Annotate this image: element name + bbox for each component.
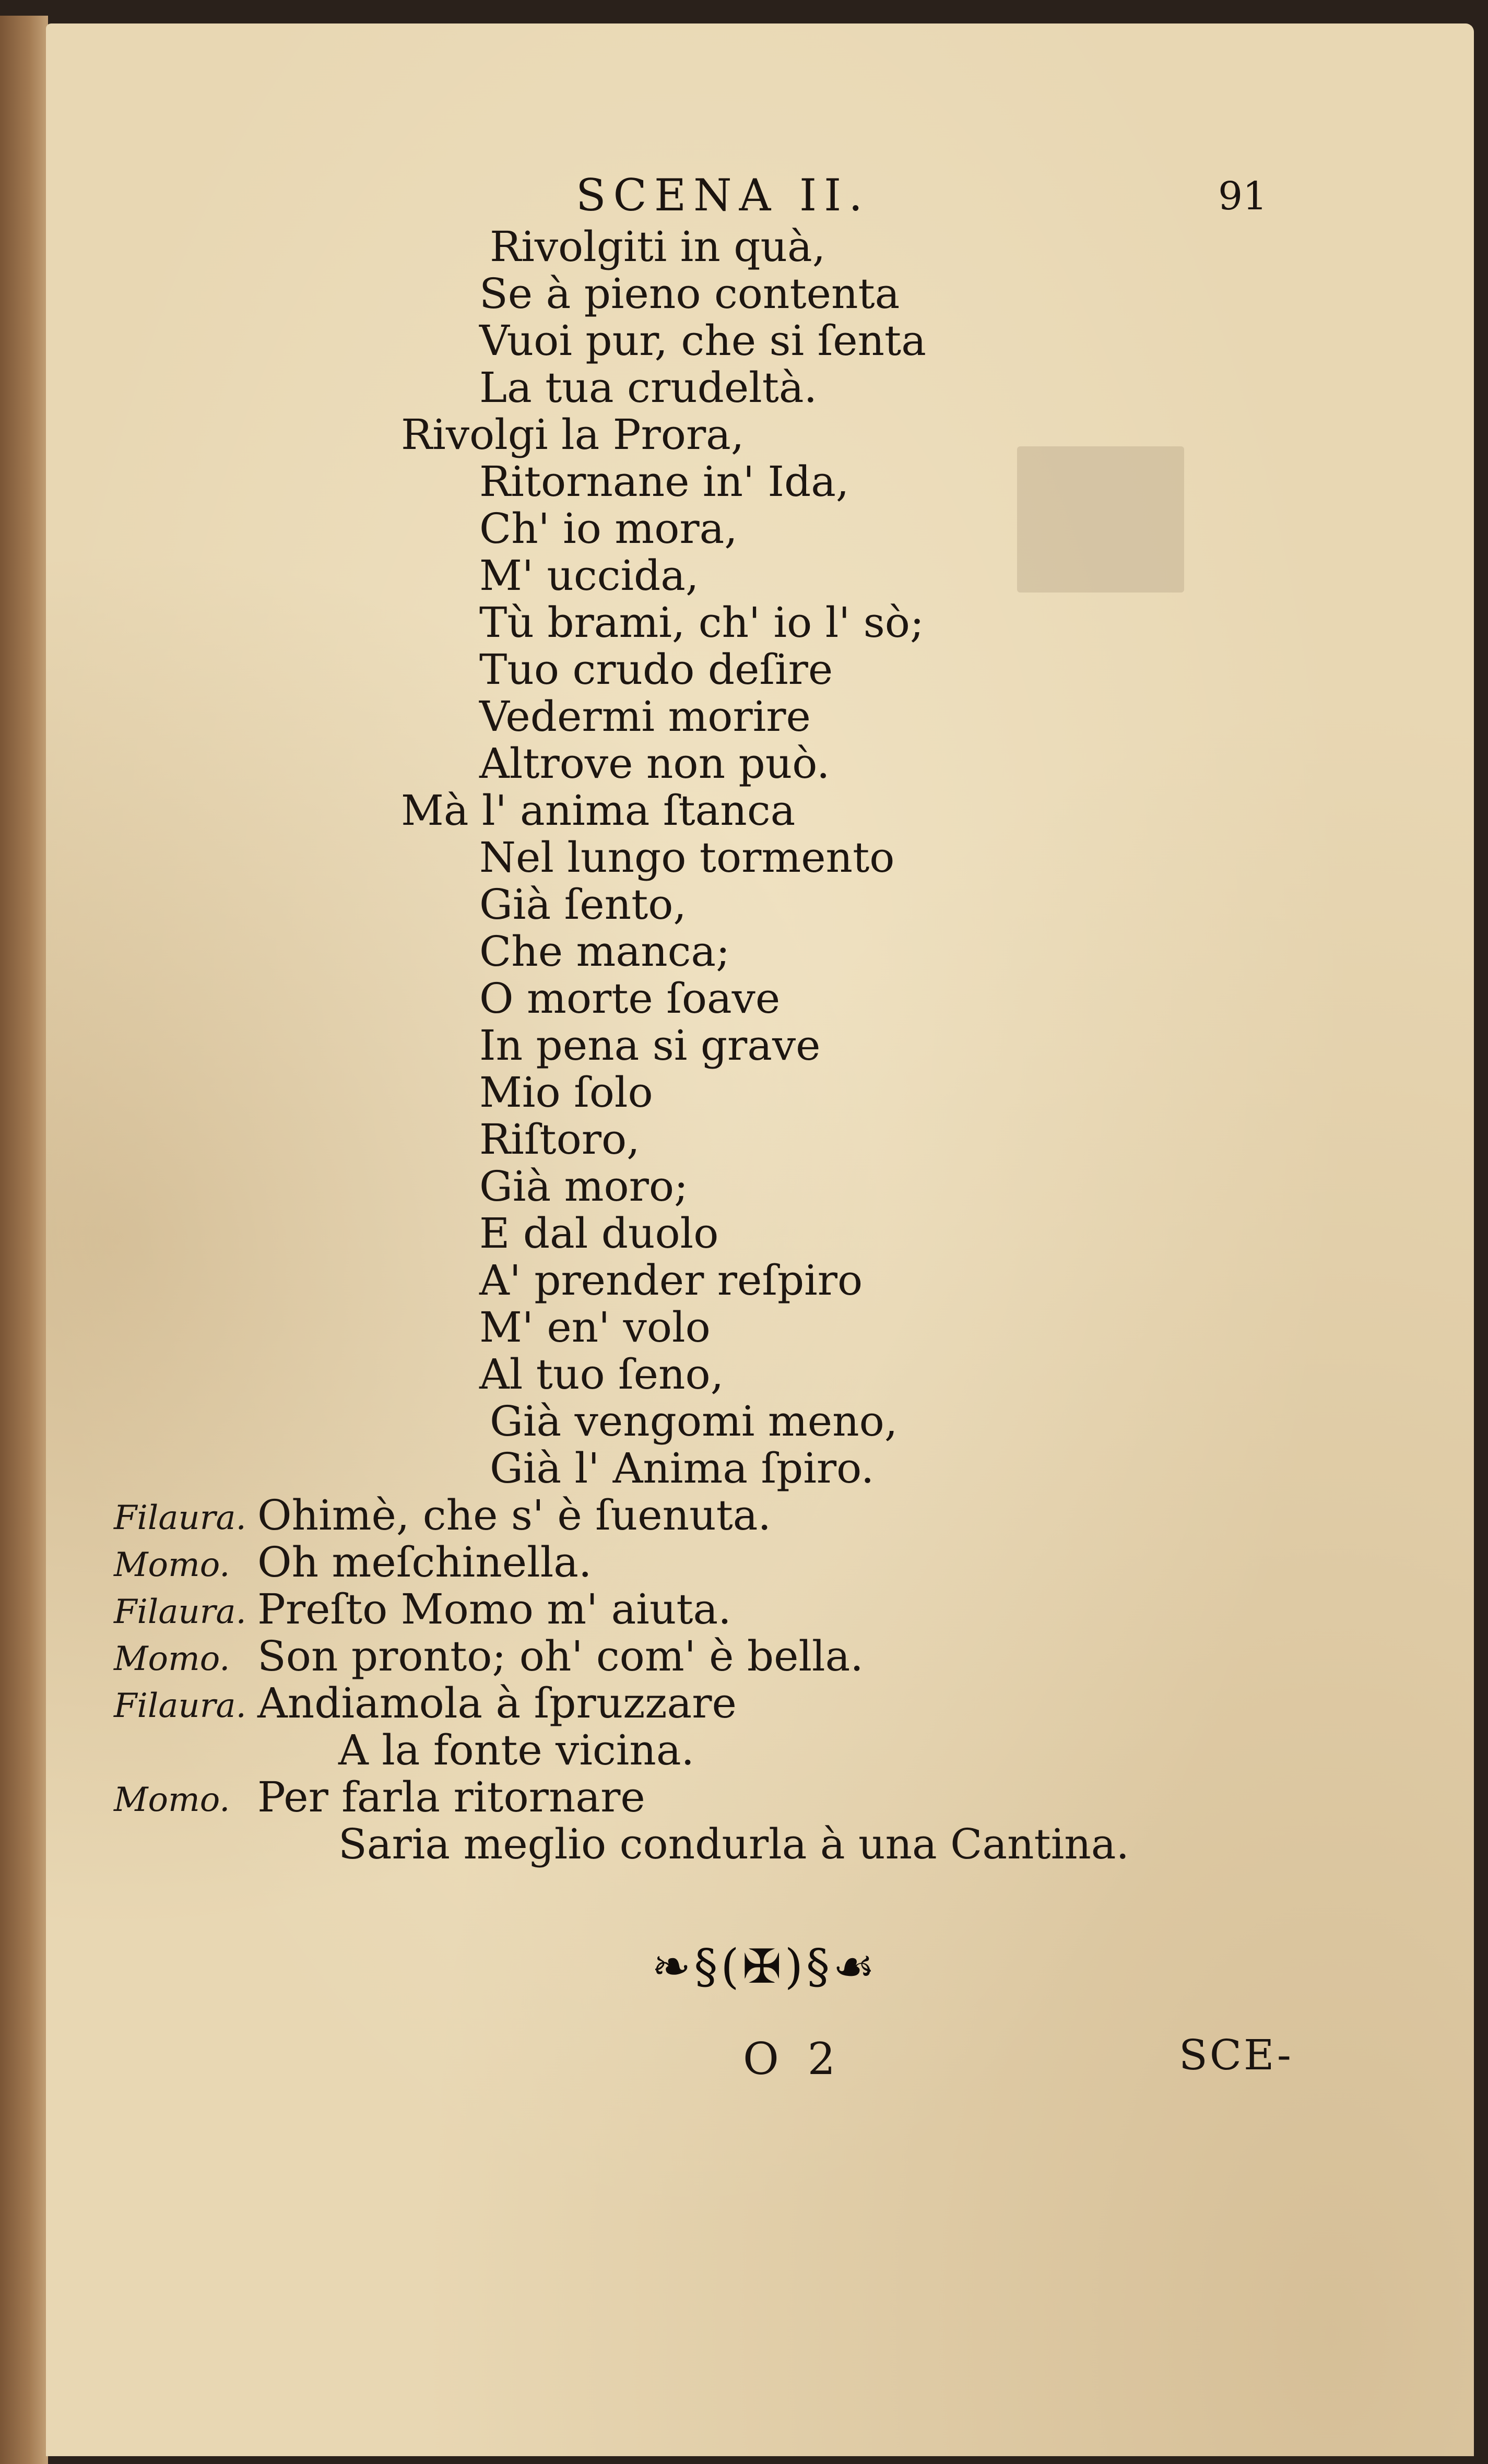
verse-line: Già l' Anima ſpiro. (490, 1444, 875, 1492)
verse-line: Mà l' anima ſtanca (401, 786, 796, 835)
verse-line: Altrove non può. (479, 739, 830, 788)
verse-line: Al tuo ſeno, (479, 1350, 724, 1399)
verse-line: M' uccida, (479, 551, 699, 600)
catchword: SCE- (1179, 2031, 1293, 2079)
signature-mark: O 2 (743, 2033, 843, 2084)
verse-line: Che manca; (479, 927, 730, 976)
verse-line: Nel lungo tormento (479, 833, 895, 882)
dialogue-line: Andiamola à ſpruzzare (257, 1679, 737, 1727)
verse-line: Mio ſolo (479, 1068, 653, 1117)
verse-line: Vedermi morire (479, 692, 811, 741)
dialogue-line: Ohimè, che s' è ſuenuta. (257, 1491, 771, 1539)
verse-line: A' prender reſpiro (479, 1256, 863, 1305)
speaker-name: Filaura. (114, 1687, 246, 1725)
fleuron-ornament-icon: ❧§(✠)§☙ (652, 1939, 878, 1994)
page-number: 91 (1218, 174, 1268, 219)
dialogue-line: Per farla ritornare (257, 1773, 645, 1821)
speaker-name: Momo. (114, 1781, 230, 1819)
scene-title: SCENA II. (576, 170, 870, 221)
dialogue-line: Oh meſchinella. (257, 1538, 592, 1586)
dialogue-line: Preſto Momo m' aiuta. (257, 1585, 731, 1633)
speaker-name: Momo. (114, 1640, 230, 1678)
speaker-name: Momo. (114, 1546, 230, 1584)
dialogue-line: Son pronto; oh' com' è bella. (257, 1632, 864, 1680)
verse-line: Già vengomi meno, (490, 1397, 898, 1446)
page (46, 23, 1474, 2456)
speaker-name: Filaura. (114, 1499, 246, 1537)
verse-line: La tua crudeltà. (479, 363, 818, 412)
facing-page-edge (0, 16, 48, 2464)
speaker-name: Filaura. (114, 1593, 246, 1631)
verse-line: O morte ſoave (479, 974, 781, 1023)
verse-line: In pena si grave (479, 1021, 821, 1070)
verse-line: E dal duolo (479, 1209, 719, 1258)
verse-line: Rivolgiti in quà, (490, 222, 826, 271)
verse-line: Tuo crudo deſire (479, 645, 833, 694)
verse-line: Vuoi pur, che si ſenta (479, 316, 926, 365)
verse-line: Rivolgi la Prora, (401, 410, 745, 459)
verse-line: Ritornane in' Ida, (479, 457, 849, 506)
verse-line: Tù brami, ch' io l' sò; (479, 598, 924, 647)
verse-line: Riſtoro, (479, 1115, 640, 1164)
verse-line: Già moro; (479, 1162, 688, 1211)
verse-line: M' en' volo (479, 1303, 711, 1352)
running-header (46, 170, 1474, 227)
dialogue-line: A la fonte vicina. (338, 1726, 694, 1774)
verse-line: Se à pieno contenta (479, 269, 900, 318)
show-through-stain (1017, 446, 1184, 593)
dialogue-line: Saria meglio condurla à una Cantina. (338, 1820, 1129, 1868)
verse-line: Ch' io mora, (479, 504, 738, 553)
verse-line: Già ſento, (479, 880, 687, 929)
